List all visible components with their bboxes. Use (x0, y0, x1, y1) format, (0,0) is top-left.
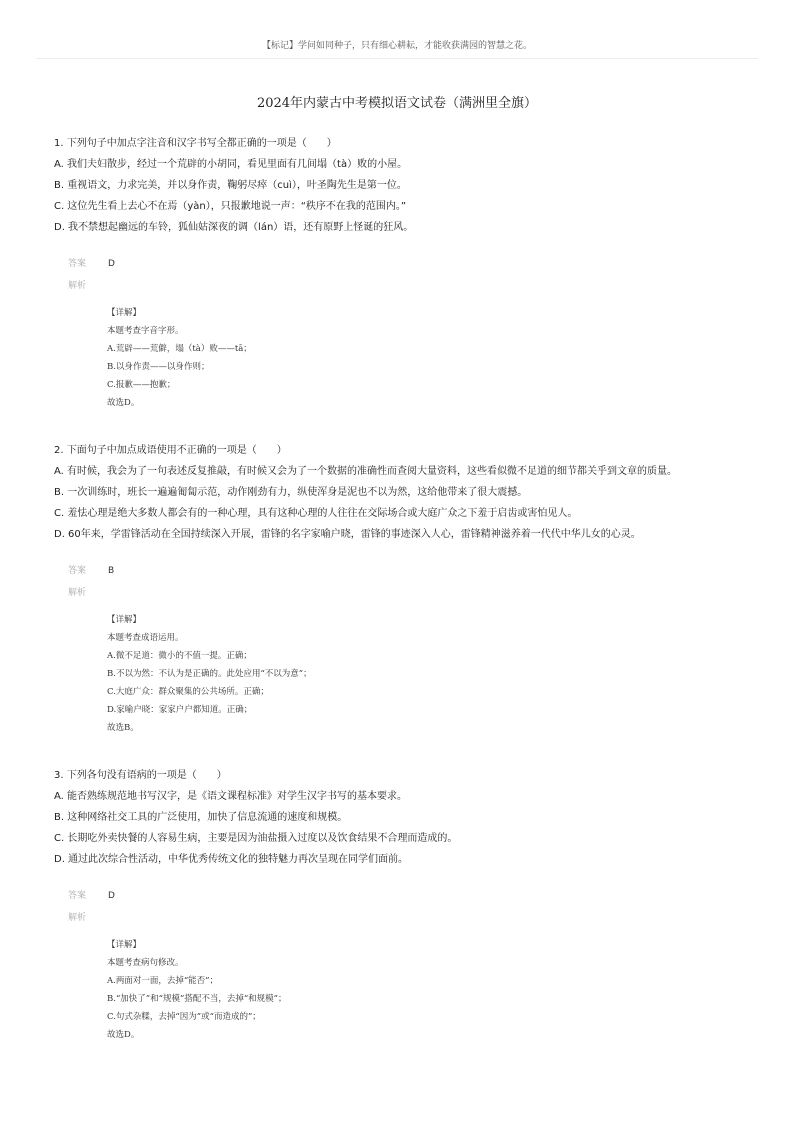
detail-line: 【详解】 (107, 940, 142, 950)
option-b: B. 这种网络社交工具的广泛使用，加快了信息流通的速度和规模。 (54, 812, 348, 823)
detail-line: 故选B。 (107, 723, 139, 733)
detail-line: A.荒辟——荒僻，塌（tà）败——tā； (107, 344, 252, 354)
question-2 (54, 440, 774, 737)
analysis-label: 解析 (68, 281, 87, 291)
detail-line: 【详解】 (107, 308, 142, 318)
question-stem: 2. 下面句子中加点成语使用不正确的一项是（ ） (54, 445, 287, 456)
option-a: A. 有时候，我会为了一句表述反复推敲，有时候又会为了一个数据的准确性而查阅大量资料，这些看似微不足道的细节都关乎到文章的质量。 (54, 466, 678, 477)
question-3 (54, 765, 774, 1044)
answer-label: 答案 (68, 566, 87, 576)
detail-line: B.不以为然：不认为是正确的。此处应用“不以为意”； (107, 669, 312, 679)
answer-label: 答案 (68, 891, 87, 901)
detail-line: 【详解】 (107, 615, 142, 625)
detail-line: 本题考查成语运用。 (107, 633, 184, 643)
header-divider (36, 58, 758, 59)
detail-line: C.报歉——抱歉； (107, 380, 176, 390)
detail-line: C.句式杂糅，去掉“因为”或“而造成的”； (107, 1012, 261, 1022)
answer-value: D (108, 891, 115, 901)
option-b: B. 重视语文，力求完美，并以身作责，鞠躬尽瘁（cuì），叶圣陶先生是第一位。 (54, 180, 407, 191)
option-d: D. 60年来，学雷锋活动在全国持续深入开展，雷锋的名字家喻户晓，雷锋的事迹深入人心，雷锋精神滋养着一代代中华儿女的心灵。 (54, 529, 641, 540)
answer-row (54, 886, 774, 908)
answer-label: 答案 (68, 259, 87, 269)
answer-row (54, 254, 774, 276)
option-a: A. 能否熟练规范地书写汉字，是《语文课程标准》对学生汉字书写的基本要求。 (54, 791, 408, 802)
option-a: A. 我们夫妇散步，经过一个荒辟的小胡同，看见里面有几间塌（tà）败的小屋。 (54, 159, 408, 170)
detail-line: B.以身作责——以身作则； (107, 362, 210, 372)
answer-value: D (108, 259, 115, 269)
question-stem: 3. 下列各句没有语病的一项是（ ） (54, 770, 227, 781)
detail-line: D.家喻户晓：家家户户都知道。正确； (107, 705, 253, 715)
question-1 (54, 133, 774, 412)
option-b: B. 一次训练时，班长一遍遍匍匐示范，动作刚劲有力，纵使浑身是泥也不以为然，这给他带来了很大震撼。 (54, 487, 528, 498)
answer-value: B (108, 566, 115, 576)
option-c: C. 长期吃外卖快餐的人容易生病，主要是因为油盐摄入过度以及饮食结果不合理而造成的。 (54, 833, 458, 844)
detail-line: C.大庭广众：群众聚集的公共场所。正确； (107, 687, 269, 697)
analysis-row (54, 908, 774, 930)
option-c: C. 这位先生看上去心不在焉（yàn），只报歉地说一声：“秩序不在我的范围内。” (54, 201, 407, 212)
answer-block (54, 254, 774, 412)
option-c: C. 羞怯心理是绝大多数人都会有的一种心理，具有这种心理的人往往在交际场合或大庭广众之下羞于启齿或害怕见人。 (54, 508, 578, 519)
detail-line: A.微不足道：微小的不值一提。正确； (107, 651, 252, 661)
detail-line: B.“加快了”和“规模”搭配不当，去掉“和规模”； (107, 994, 287, 1004)
detail-line: 故选D。 (107, 1030, 140, 1040)
question-stem: 1. 下列句子中加点字注音和汉字书写全都正确的一项是（ ） (54, 138, 337, 149)
detail-line: 本题考查病句修改。 (107, 958, 184, 968)
analysis-row (54, 583, 774, 605)
detail-line: A.两面对一面，去掉“能否”； (107, 976, 219, 986)
header-note: 【标记】学问如同种子，只有细心耕耘，才能收获满园的智慧之花。 (261, 41, 532, 51)
answer-row (54, 561, 774, 583)
answer-block (54, 886, 774, 1044)
page-title: 2024年内蒙古中考模拟语文试卷（满洲里全旗） (256, 96, 538, 111)
detail-line: 本题考查字音字形。 (107, 326, 184, 336)
analysis-label: 解析 (68, 588, 87, 598)
detail-line: 故选D。 (107, 398, 140, 408)
option-d: D. 通过此次综合性活动，中华优秀传统文化的独特魅力再次呈现在同学们面前。 (54, 854, 409, 865)
analysis-detail (107, 611, 774, 737)
analysis-detail (107, 936, 774, 1044)
analysis-label: 解析 (68, 913, 87, 923)
analysis-row (54, 276, 774, 298)
answer-block (54, 561, 774, 737)
analysis-detail (107, 304, 774, 412)
option-d: D. 我不禁想起幽远的车铃，狐仙姑深夜的调（lán）语，还有原野上怪诞的狂风。 (54, 222, 414, 233)
